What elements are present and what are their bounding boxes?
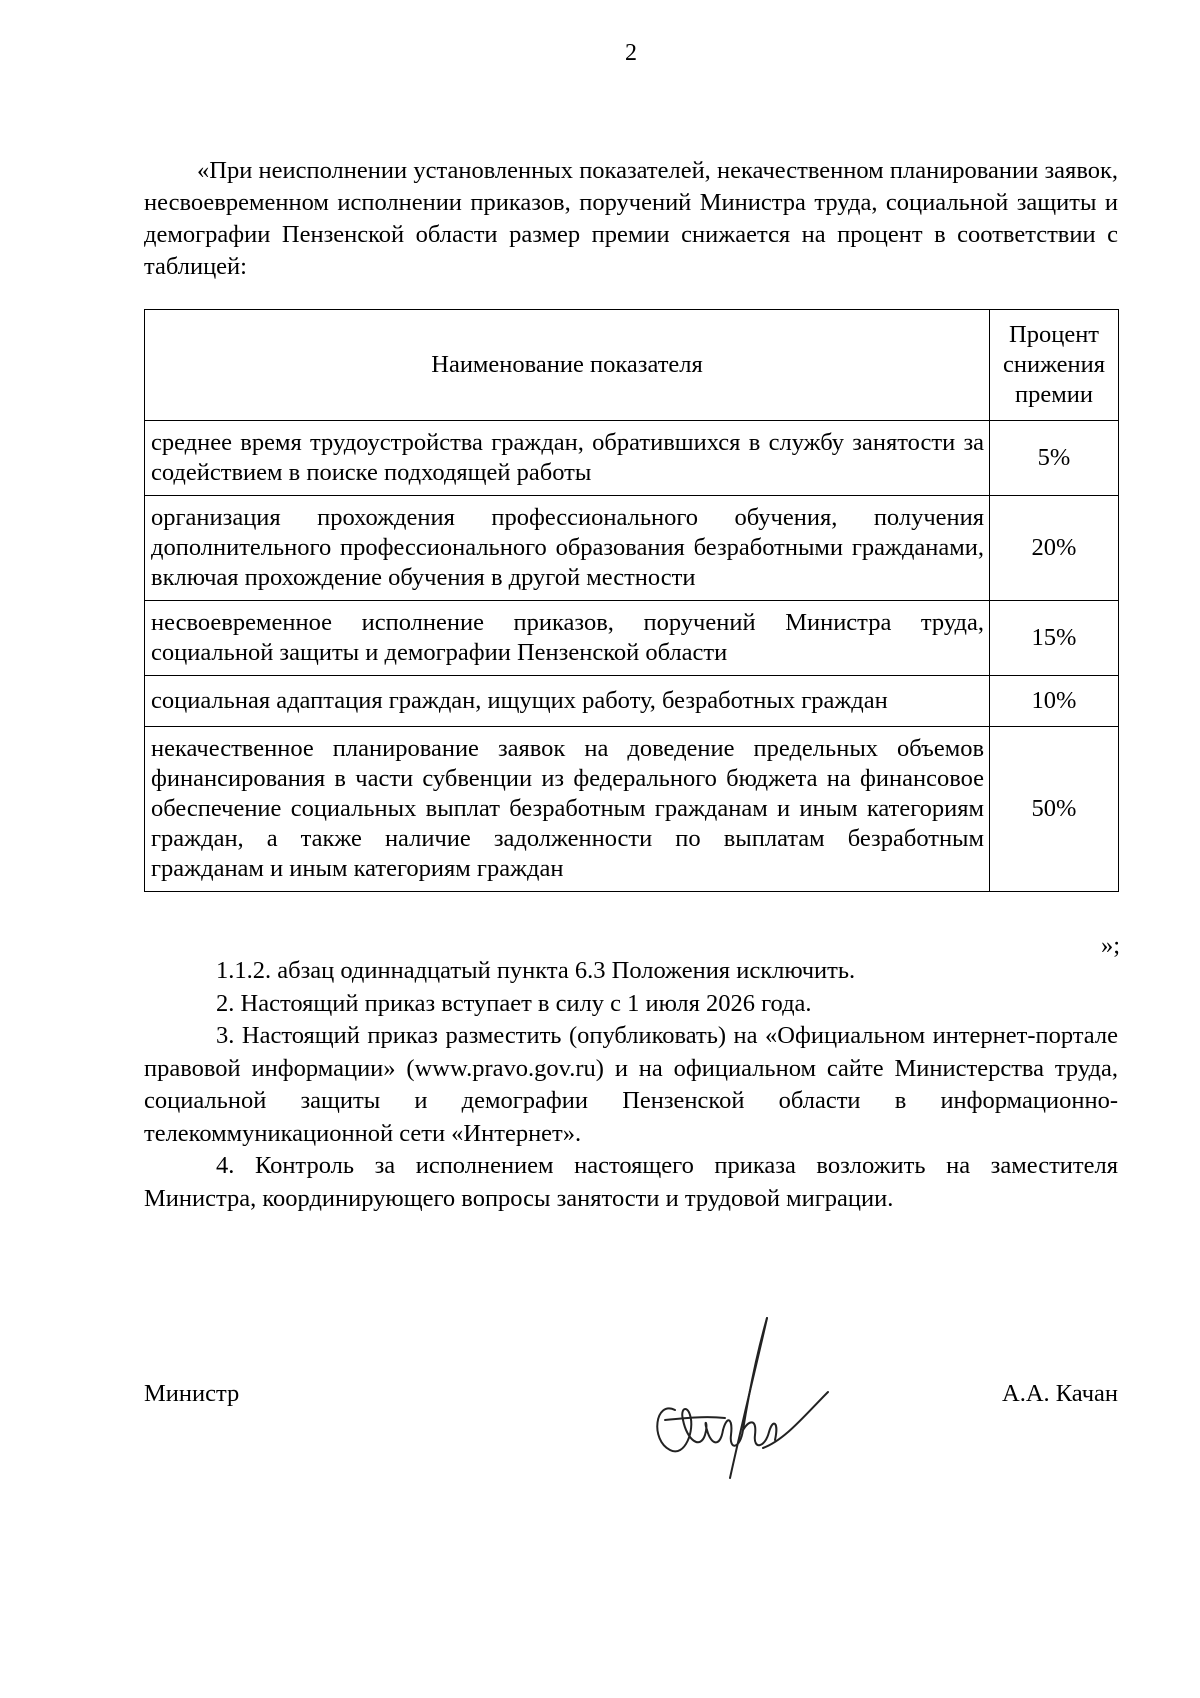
closing-quote: »;	[1100, 932, 1120, 959]
reduction-percent-cell: 15%	[990, 601, 1119, 676]
paragraph-3: 3. Настоящий приказ разместить (опубликовать) на «Официальном интернет-портале правовой информации» (www.pravo.gov.ru) и на официальном сайте Министерства труда, социальной защиты и демографии Пензенской области в информационно-телекоммуникационной сети «Интернет».	[144, 1022, 1118, 1147]
indicator-name-cell: несвоевременное исполнение приказов, поручений Министра труда, социальной защиты и демографии Пензенской области	[145, 601, 990, 676]
page-number: 2	[625, 40, 637, 66]
indicators-table	[144, 309, 1119, 892]
order-paragraphs	[144, 955, 1118, 1215]
table-row	[145, 601, 1119, 676]
table-row	[145, 727, 1119, 892]
reduction-percent-cell: 5%	[990, 421, 1119, 496]
table-row	[145, 496, 1119, 601]
indicator-name-cell: организация прохождения профессионального обучения, получения дополнительного профессионального образования безработными гражданами, включая прохождение обучения в другой местности	[145, 496, 990, 601]
reduction-percent-cell: 20%	[990, 496, 1119, 601]
reduction-percent-cell: 50%	[990, 727, 1119, 892]
table-row	[145, 676, 1119, 727]
header-indicator-name: Наименование показателя	[145, 310, 990, 421]
table-header-row	[145, 310, 1119, 421]
intro-paragraph: «При неисполнении установленных показателей, некачественном планировании заявок, несвоевременном исполнении приказов, поручений Министра труда, социальной защиты и демографии Пензенской области размер премии снижается на процент в соответствии с таблицей:	[144, 157, 1118, 280]
reduction-percent-cell: 10%	[990, 676, 1119, 727]
indicator-name-cell: некачественное планирование заявок на доведение предельных объемов финансирования в части субвенции из федерального бюджета на финансовое обеспечение социальных выплат безработным гражданам и иным категориям граждан, а также наличие задолженности по выплатам безработным гражданам и иным категориям граждан	[145, 727, 990, 892]
table-row	[145, 421, 1119, 496]
header-reduction-percent: Процент снижения премии	[990, 310, 1119, 421]
paragraph-1-1-2: 1.1.2. абзац одиннадцатый пункта 6.3 Положения исключить.	[216, 957, 856, 984]
paragraph-4: 4. Контроль за исполнением настоящего приказа возложить на заместителя Министра, координирующего вопросы занятости и трудовой миграции.	[144, 1152, 1118, 1212]
indicator-name-cell: среднее время трудоустройства граждан, обратившихся в службу занятости за содействием в поиске подходящей работы	[145, 421, 990, 496]
indicator-name-cell: социальная адаптация граждан, ищущих работу, безработных граждан	[145, 676, 990, 727]
paragraph-2: 2. Настоящий приказ вступает в силу с 1 июля 2026 года.	[216, 989, 812, 1017]
signatory-name: А.А. Качан	[1002, 1380, 1118, 1407]
handwritten-signature	[645, 1300, 830, 1490]
signatory-title: Министр	[144, 1380, 240, 1407]
